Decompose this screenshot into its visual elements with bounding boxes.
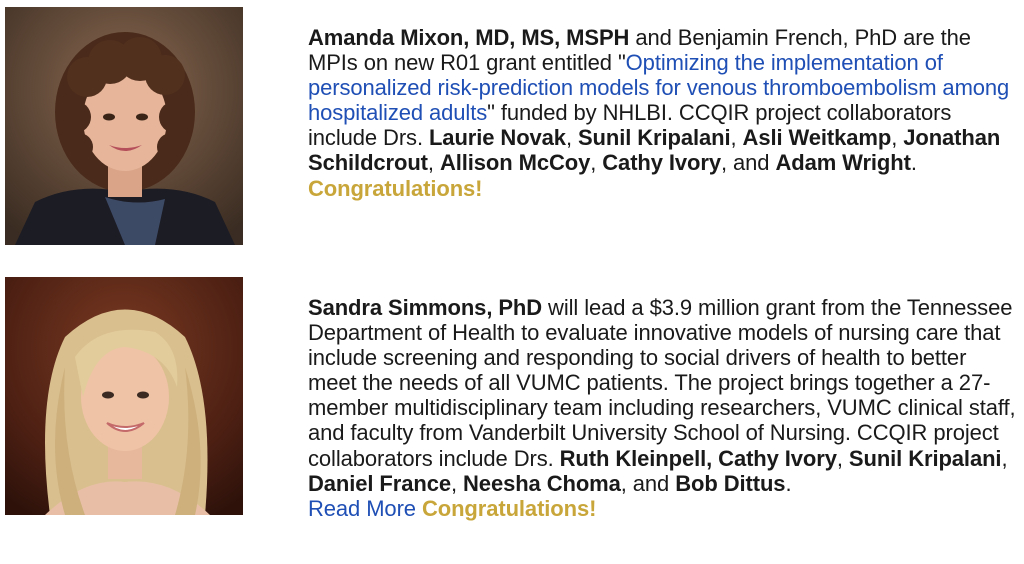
collaborator-name: Daniel France: [308, 470, 451, 496]
collaborator-name: Adam Wright: [775, 150, 911, 176]
separator: ,: [427, 150, 440, 176]
portrait-amanda-mixon: [5, 7, 243, 245]
grant-announcement-2: [308, 295, 1020, 521]
separator: ,: [565, 125, 578, 151]
collaborator-name: Cathy Ivory: [602, 150, 721, 176]
collaborator-name: Sunil Kripalani: [577, 125, 731, 151]
separator: , and: [620, 470, 676, 496]
collaborator-name: Allison McCoy: [439, 150, 591, 176]
grant-title-link[interactable]: Optimizing the implementation of personalized risk-prediction models for venous thromboembolism among hospitalized adults: [308, 50, 1010, 126]
read-more-link[interactable]: Read More: [308, 495, 416, 521]
separator: ,: [450, 470, 464, 496]
announcement-text: will lead a $3.9 million grant from the Tennessee Department of Health to evaluate innovative models of nursing care that include screening and responding to social drivers of health to better meet the needs of all VUMC patients. The project brings together a 27-member multidisciplinary team including researchers, VUMC clinical staff, and faculty from Vanderbilt University School of Nursing. CCQIR project collaborators include Drs.: [308, 295, 1016, 471]
portrait-sandra-simmons: [5, 277, 243, 515]
collaborator-name: Sunil Kripalani: [848, 445, 1002, 471]
portrait-image: [5, 277, 243, 515]
collaborator-name: Asli Weitkamp: [742, 125, 892, 151]
separator: , and: [720, 150, 776, 176]
announcement-text: and Benjamin French, PhD are the MPIs on new R01 grant entitled ": [308, 25, 971, 76]
collaborator-name: Neesha Choma: [463, 470, 621, 496]
separator: ,: [730, 125, 743, 151]
lead-investigator-name: Sandra Simmons, PhD: [308, 295, 543, 320]
collaborator-name: Jonathan Schildcrout: [308, 125, 1001, 176]
announcement-text: " funded by NHLBI. CCQIR project collaborators include Drs.: [308, 100, 952, 151]
lead-investigator-name: Amanda Mixon, MD, MS, MSPH: [308, 25, 630, 50]
separator: .: [910, 150, 917, 176]
portrait-image: [5, 7, 243, 245]
grant-announcement-1: [308, 25, 1020, 201]
separator: ,: [590, 150, 603, 176]
collaborator-name: Ruth Kleinpell, Cathy Ivory: [559, 445, 837, 471]
congratulations-text: Congratulations!: [421, 495, 597, 521]
congratulations-text: Congratulations!: [308, 175, 483, 201]
separator: .: [785, 470, 792, 496]
separator: ,: [836, 445, 849, 471]
separator: ,: [891, 125, 904, 151]
collaborator-name: Laurie Novak: [428, 125, 566, 151]
collaborator-name: Bob Dittus: [675, 470, 786, 496]
separator: ,: [1001, 445, 1008, 471]
